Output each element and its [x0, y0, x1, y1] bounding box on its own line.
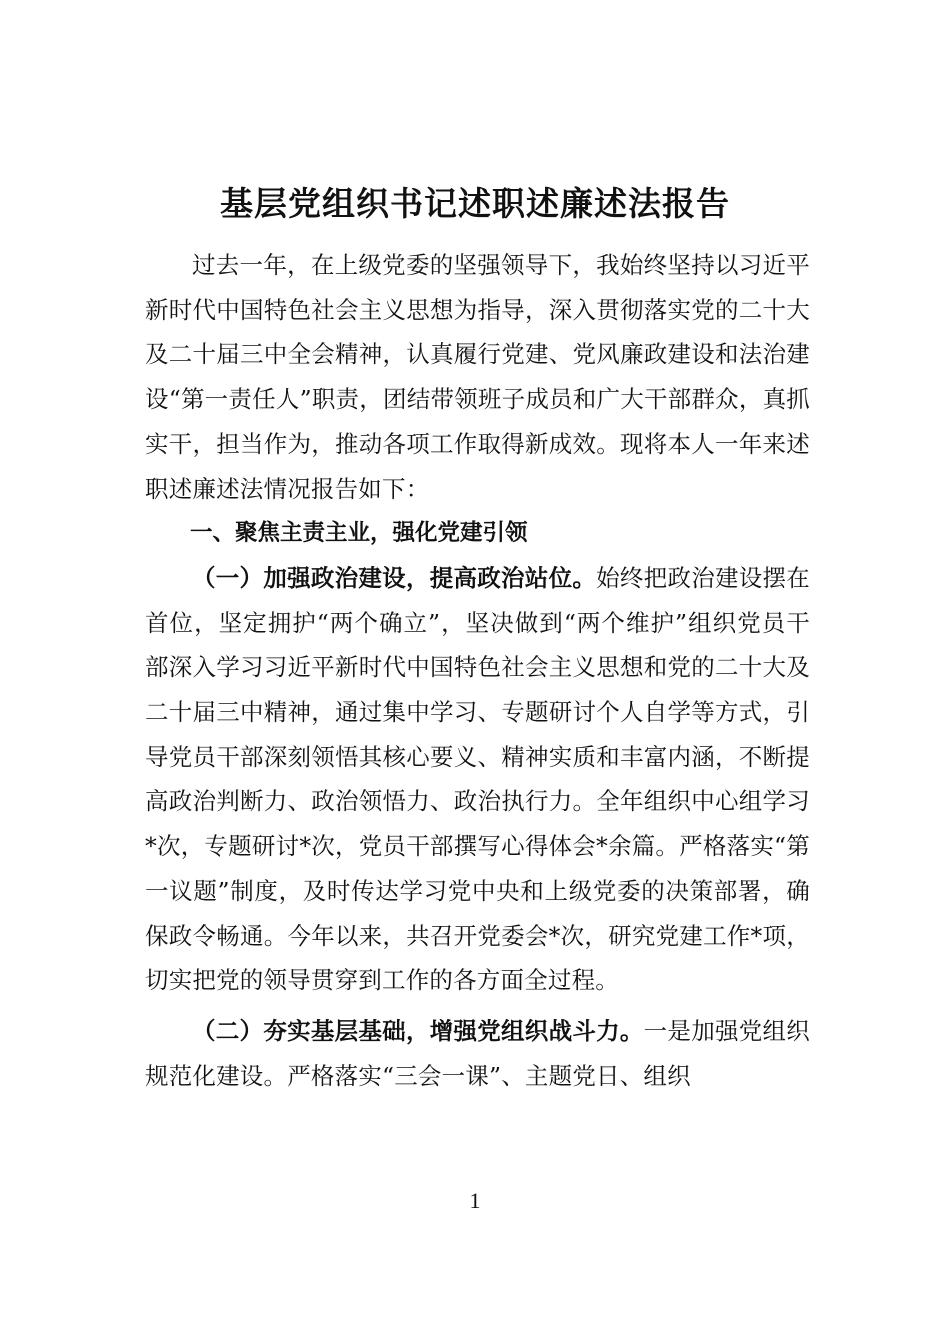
- section-heading: 一、聚焦主责主业，强化党建引领: [190, 520, 528, 547]
- page-number: 1: [469, 1188, 481, 1213]
- item-1-lead: （一）加强政治建设，提高政治站位。: [192, 563, 597, 592]
- item-2-paragraph: [145, 1009, 810, 1098]
- item-1-text: 始终把政治建设摆在首位，坚定拥护“两个确立”，坚决做到“两个维护”组织党员干部深入学习习近平新时代中国特色社会主义思想和党的二十大及二十届三中精神，通过集中学习、专题研讨个人自学等方式，引导党员干部深刻领悟其核心要义、精神实质和丰富内涵，不断提高政治判断力、政治领悟力、政治执行力。全年组织中心组学习*次，专题研讨*次，党员干部撰写心得体会*余篇。严格落实“第一议题”制度，及时传达学习党中央和上级党委的决策部署，确保政令畅通。今年以来，共召开党委会*次，研究党建工作*项，切实把党的领导贯穿到工作的各方面全过程。: [145, 563, 810, 995]
- item-2-text: 一是加强党组织规范化建设。严格落实“三会一课”、主题党日、组织: [145, 1016, 810, 1090]
- item-2-lead: （二）夯实基层基础，增强党组织战斗力。: [192, 1016, 644, 1045]
- intro-paragraph: 过去一年，在上级党委的坚强领导下，我始终坚持以习近平新时代中国特色社会主义思想为指导，深入贯彻落实党的二十大及二十届三中全会精神，认真履行党建、党风廉政建设和法治建设“第一责任人”职责，团结带领班子成员和广大干部群众，真抓实干，担当作为，推动各项工作取得新成效。现将本人一年来述职述廉述法情况报告如下：: [145, 251, 810, 503]
- document-title: 基层党组织书记述职述廉述法报告: [220, 184, 730, 223]
- document-body: [145, 243, 810, 1098]
- item-1-paragraph: [145, 556, 810, 1003]
